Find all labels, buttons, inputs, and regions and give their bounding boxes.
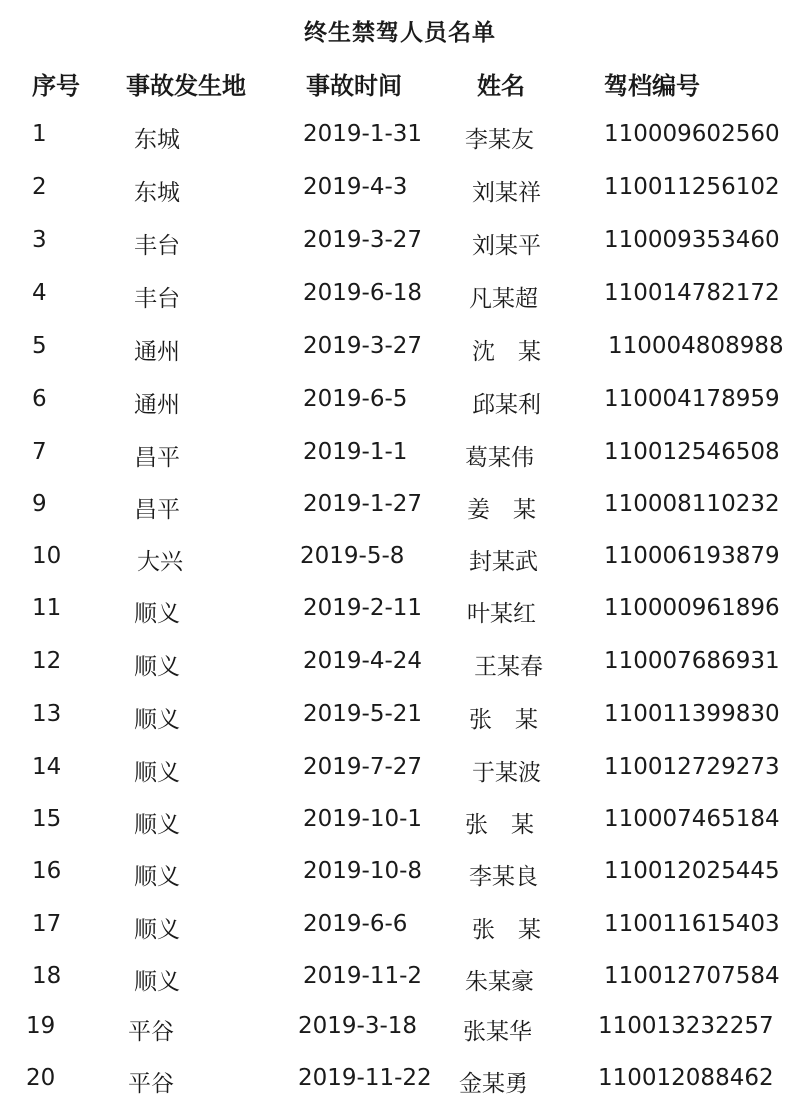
row-date: 2019-3-27 bbox=[303, 227, 423, 253]
row-place: 昌平 bbox=[134, 445, 180, 471]
row-no: 19 bbox=[26, 1013, 56, 1039]
row-license: 110012088462 bbox=[598, 1065, 774, 1091]
table-row bbox=[0, 491, 800, 531]
row-license: 110011256102 bbox=[604, 174, 780, 200]
row-place: 顺义 bbox=[134, 654, 180, 680]
table-row bbox=[0, 1065, 800, 1105]
table-row bbox=[0, 963, 800, 1003]
row-name: 张 某 bbox=[472, 917, 541, 943]
row-license: 110000961896 bbox=[604, 595, 780, 621]
row-place: 大兴 bbox=[137, 549, 183, 575]
row-no: 6 bbox=[32, 386, 47, 412]
row-place: 平谷 bbox=[128, 1071, 174, 1097]
row-license: 110004178959 bbox=[604, 386, 780, 412]
row-place: 平谷 bbox=[128, 1019, 174, 1045]
row-name: 李某友 bbox=[465, 127, 534, 153]
table-row bbox=[0, 227, 800, 267]
page-title: 终生禁驾人员名单 bbox=[304, 20, 496, 46]
row-license: 110011615403 bbox=[604, 911, 780, 937]
row-place: 通州 bbox=[134, 339, 180, 365]
row-date: 2019-11-2 bbox=[303, 963, 423, 989]
row-date: 2019-3-27 bbox=[303, 333, 423, 359]
row-no: 2 bbox=[32, 174, 47, 200]
row-name: 张 某 bbox=[465, 812, 534, 838]
row-license: 110006193879 bbox=[604, 543, 780, 569]
row-name: 封某武 bbox=[469, 549, 538, 575]
row-no: 20 bbox=[26, 1065, 56, 1091]
row-place: 顺义 bbox=[134, 812, 180, 838]
row-name: 沈 某 bbox=[472, 339, 541, 365]
row-date: 2019-5-8 bbox=[300, 543, 405, 569]
row-no: 1 bbox=[32, 121, 47, 147]
table-row bbox=[0, 1013, 800, 1053]
row-no: 14 bbox=[32, 754, 62, 780]
table-header bbox=[0, 66, 800, 102]
row-license: 110014782172 bbox=[604, 280, 780, 306]
row-date: 2019-6-5 bbox=[303, 386, 408, 412]
table-row bbox=[0, 439, 800, 479]
row-name: 邱某利 bbox=[472, 392, 541, 418]
row-place: 顺义 bbox=[134, 969, 180, 995]
row-license: 110011399830 bbox=[604, 701, 780, 727]
row-name: 凡某超 bbox=[469, 286, 538, 312]
row-place: 通州 bbox=[134, 392, 180, 418]
row-license: 110013232257 bbox=[598, 1013, 774, 1039]
row-place: 东城 bbox=[134, 127, 180, 153]
row-license: 110009602560 bbox=[604, 121, 780, 147]
table-row bbox=[0, 701, 800, 741]
row-date: 2019-5-21 bbox=[303, 701, 423, 727]
row-license: 110012729273 bbox=[604, 754, 780, 780]
row-date: 2019-10-1 bbox=[303, 806, 423, 832]
row-name: 朱某豪 bbox=[465, 969, 534, 995]
table-row bbox=[0, 543, 800, 583]
row-license: 110012025445 bbox=[604, 858, 780, 884]
row-place: 顺义 bbox=[134, 707, 180, 733]
row-name: 叶某红 bbox=[467, 601, 536, 627]
table-row bbox=[0, 333, 800, 373]
row-date: 2019-10-8 bbox=[303, 858, 423, 884]
table-row bbox=[0, 911, 800, 951]
header-license: 驾档编号 bbox=[604, 72, 700, 100]
row-date: 2019-6-6 bbox=[303, 911, 408, 937]
row-name: 于某波 bbox=[472, 760, 541, 786]
row-license: 110009353460 bbox=[604, 227, 780, 253]
row-name: 张 某 bbox=[469, 707, 538, 733]
row-date: 2019-4-3 bbox=[303, 174, 408, 200]
header-place: 事故发生地 bbox=[126, 72, 246, 100]
table-row bbox=[0, 595, 800, 635]
row-no: 15 bbox=[32, 806, 62, 832]
row-no: 16 bbox=[32, 858, 62, 884]
table-row bbox=[0, 174, 800, 214]
header-name: 姓名 bbox=[477, 72, 525, 100]
row-name: 张某华 bbox=[463, 1019, 532, 1045]
row-name: 刘某平 bbox=[472, 233, 541, 259]
row-place: 昌平 bbox=[134, 497, 180, 523]
row-date: 2019-1-27 bbox=[303, 491, 423, 517]
row-date: 2019-7-27 bbox=[303, 754, 423, 780]
row-name: 葛某伟 bbox=[465, 445, 534, 471]
row-name: 李某良 bbox=[469, 864, 538, 890]
row-place: 丰台 bbox=[134, 286, 180, 312]
row-no: 17 bbox=[32, 911, 62, 937]
table-row bbox=[0, 858, 800, 898]
header-date: 事故时间 bbox=[306, 72, 402, 100]
row-no: 13 bbox=[32, 701, 62, 727]
row-date: 2019-1-1 bbox=[303, 439, 408, 465]
row-no: 10 bbox=[32, 543, 62, 569]
row-place: 东城 bbox=[134, 180, 180, 206]
row-no: 18 bbox=[32, 963, 62, 989]
table-row bbox=[0, 280, 800, 320]
row-license: 110007465184 bbox=[604, 806, 780, 832]
row-name: 姜 某 bbox=[467, 497, 536, 523]
row-name: 刘某祥 bbox=[472, 180, 541, 206]
row-date: 2019-2-11 bbox=[303, 595, 423, 621]
table-row bbox=[0, 754, 800, 794]
row-place: 顺义 bbox=[134, 601, 180, 627]
row-date: 2019-1-31 bbox=[303, 121, 423, 147]
row-license: 110008110232 bbox=[604, 491, 780, 517]
row-license: 110012546508 bbox=[604, 439, 780, 465]
row-date: 2019-11-22 bbox=[298, 1065, 432, 1091]
row-license: 110012707584 bbox=[604, 963, 780, 989]
row-place: 顺义 bbox=[134, 760, 180, 786]
row-license: 110004808988 bbox=[608, 333, 784, 359]
table-row bbox=[0, 386, 800, 426]
row-date: 2019-3-18 bbox=[298, 1013, 418, 1039]
row-date: 2019-6-18 bbox=[303, 280, 423, 306]
row-no: 7 bbox=[32, 439, 47, 465]
row-no: 9 bbox=[32, 491, 47, 517]
table-row bbox=[0, 648, 800, 688]
row-no: 11 bbox=[32, 595, 62, 621]
row-name: 金某勇 bbox=[459, 1071, 528, 1097]
row-name: 王某春 bbox=[474, 654, 543, 680]
row-no: 4 bbox=[32, 280, 47, 306]
row-place: 丰台 bbox=[134, 233, 180, 259]
row-license: 110007686931 bbox=[604, 648, 780, 674]
row-no: 5 bbox=[32, 333, 47, 359]
table-row bbox=[0, 121, 800, 161]
row-no: 3 bbox=[32, 227, 47, 253]
row-no: 12 bbox=[32, 648, 62, 674]
row-date: 2019-4-24 bbox=[303, 648, 423, 674]
row-place: 顺义 bbox=[134, 864, 180, 890]
table-row bbox=[0, 806, 800, 846]
row-place: 顺义 bbox=[134, 917, 180, 943]
header-no: 序号 bbox=[32, 72, 80, 100]
